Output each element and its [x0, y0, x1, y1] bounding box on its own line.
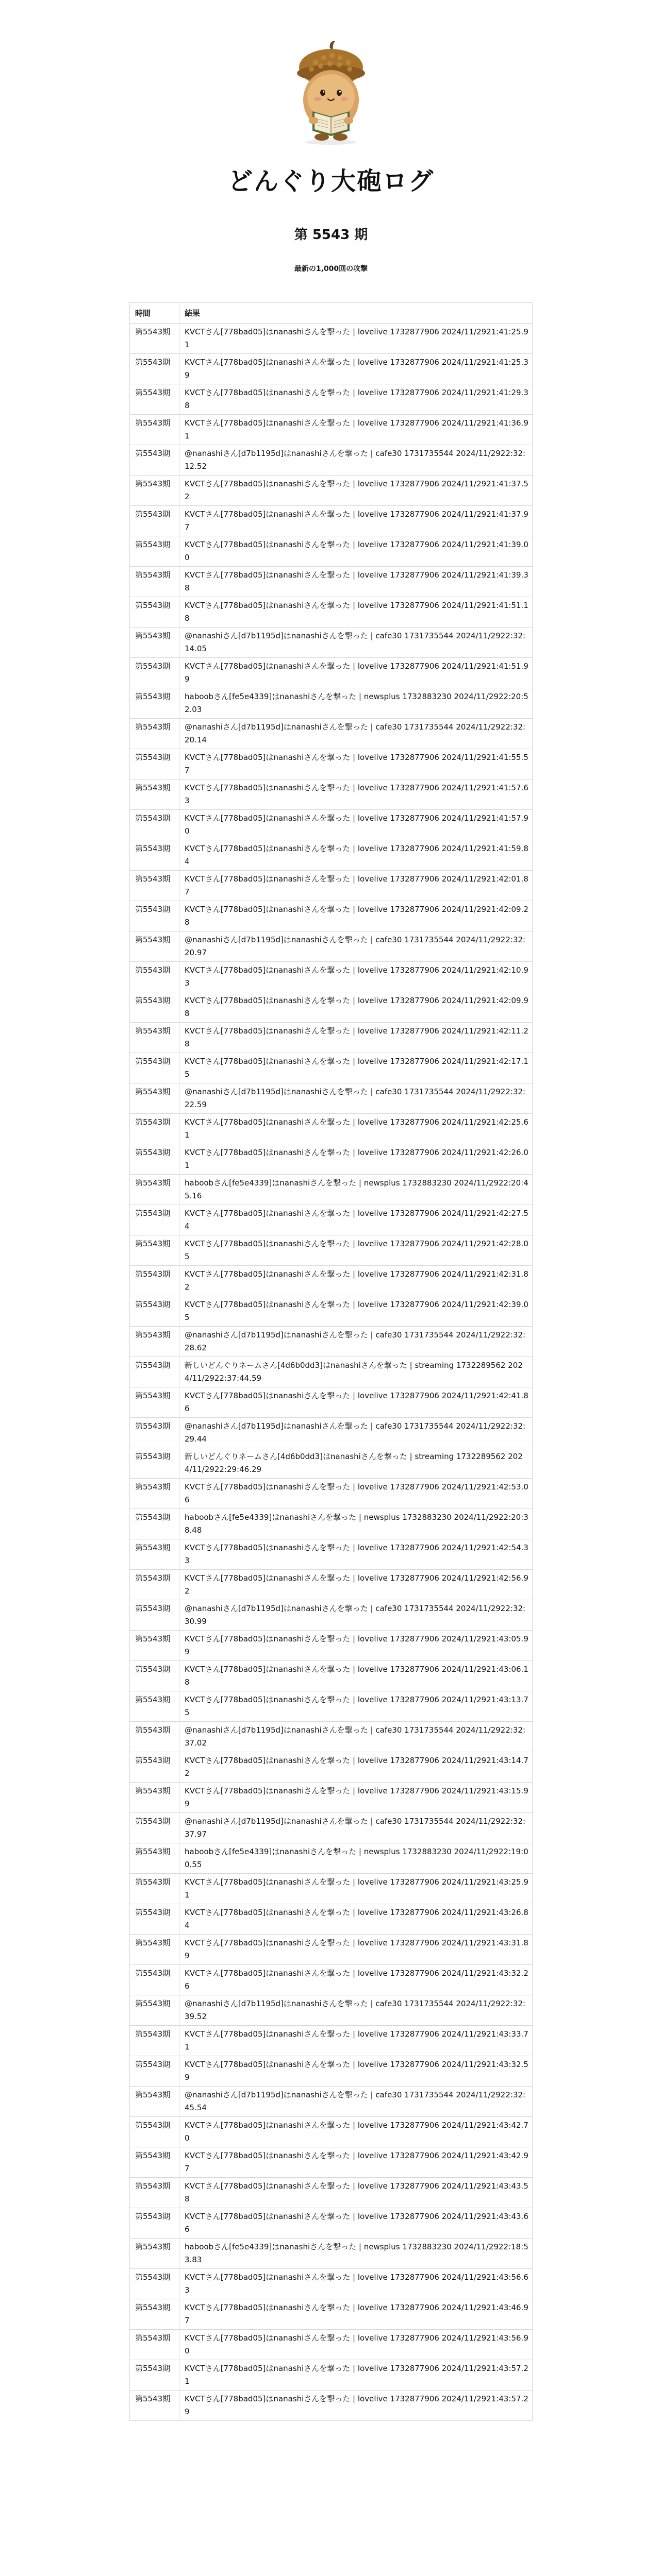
row-term-cell: 第5543期: [130, 2147, 179, 2177]
table-row: [130, 1113, 533, 1144]
table-row: [130, 1509, 533, 1539]
table-row: [130, 2208, 533, 2238]
log-table: [129, 302, 533, 2421]
row-term-cell: 第5543期: [130, 2329, 179, 2360]
row-term-cell: 第5543期: [130, 1873, 179, 1904]
row-result-cell: KVCTさん[778bad05]はnanashiさんを撃った | lovelive 1732877906 2024/11/2921:42:10.93: [179, 961, 533, 992]
row-term-cell: 第5543期: [130, 1934, 179, 1964]
row-term-cell: 第5543期: [130, 1904, 179, 1934]
row-result-cell: KVCTさん[778bad05]はnanashiさんを撃った | lovelive 1732877906 2024/11/2921:43:05.99: [179, 1630, 533, 1660]
row-term-cell: 第5543期: [130, 1478, 179, 1509]
table-row: [130, 870, 533, 901]
row-result-cell: @nanashiさん[d7b1195d]はnanashiさんを撃った | cafe30 1731735544 2024/11/2922:32:22.59: [179, 1083, 533, 1113]
table-header-row: [130, 302, 533, 323]
row-term-cell: 第5543期: [130, 961, 179, 992]
row-result-cell: KVCTさん[778bad05]はnanashiさんを撃った | lovelive 1732877906 2024/11/2921:42:39.05: [179, 1296, 533, 1326]
row-term-cell: 第5543期: [130, 1387, 179, 1417]
page-subtitle: 最新の1,000回の攻撃: [294, 264, 368, 273]
table-row: [130, 1296, 533, 1326]
table-row: [130, 1083, 533, 1113]
table-row: [130, 2268, 533, 2299]
row-term-cell: 第5543期: [130, 931, 179, 961]
row-term-cell: 第5543期: [130, 1660, 179, 1691]
row-term-cell: 第5543期: [130, 840, 179, 870]
table-row: [130, 1235, 533, 1265]
table-row: [130, 1934, 533, 1964]
row-term-cell: 第5543期: [130, 1326, 179, 1357]
row-result-cell: KVCTさん[778bad05]はnanashiさんを撃った | lovelive 1732877906 2024/11/2921:41:37.97: [179, 505, 533, 536]
row-term-cell: 第5543期: [130, 901, 179, 931]
hero-header: [0, 0, 662, 274]
row-result-cell: @nanashiさん[d7b1195d]はnanashiさんを撃った | cafe30 1731735544 2024/11/2922:32:12.52: [179, 445, 533, 475]
row-term-cell: 第5543期: [130, 1083, 179, 1113]
table-row: [130, 1539, 533, 1569]
row-result-cell: @nanashiさん[d7b1195d]はnanashiさんを撃った | cafe30 1731735544 2024/11/2922:32:20.14: [179, 718, 533, 749]
row-term-cell: 第5543期: [130, 1235, 179, 1265]
table-row: [130, 1144, 533, 1174]
row-term-cell: 第5543期: [130, 2208, 179, 2238]
row-result-cell: haboobさん[fe5e4339]はnanashiさんを撃った | newsplus 1732883230 2024/11/2922:20:38.48: [179, 1509, 533, 1539]
table-row: [130, 1053, 533, 1083]
row-term-cell: 第5543期: [130, 1569, 179, 1600]
table-row: [130, 1448, 533, 1478]
row-term-cell: 第5543期: [130, 2238, 179, 2268]
table-row: [130, 2390, 533, 2420]
row-term-cell: 第5543期: [130, 2056, 179, 2086]
row-term-cell: 第5543期: [130, 505, 179, 536]
table-row: [130, 840, 533, 870]
table-row: [130, 657, 533, 688]
row-term-cell: 第5543期: [130, 749, 179, 779]
row-term-cell: 第5543期: [130, 2268, 179, 2299]
row-term-cell: 第5543期: [130, 384, 179, 414]
row-result-cell: KVCTさん[778bad05]はnanashiさんを撃った | lovelive 1732877906 2024/11/2921:43:57.29: [179, 2390, 533, 2420]
row-result-cell: KVCTさん[778bad05]はnanashiさんを撃った | lovelive 1732877906 2024/11/2921:43:31.89: [179, 1934, 533, 1964]
row-result-cell: KVCTさん[778bad05]はnanashiさんを撃った | lovelive 1732877906 2024/11/2921:43:42.97: [179, 2147, 533, 2177]
row-result-cell: KVCTさん[778bad05]はnanashiさんを撃った | lovelive 1732877906 2024/11/2921:42:09.28: [179, 901, 533, 931]
table-row: [130, 2116, 533, 2147]
table-row: [130, 566, 533, 597]
row-result-cell: KVCTさん[778bad05]はnanashiさんを撃った | lovelive 1732877906 2024/11/2921:41:37.52: [179, 475, 533, 505]
row-term-cell: 第5543期: [130, 627, 179, 657]
table-row: [130, 1174, 533, 1205]
row-result-cell: KVCTさん[778bad05]はnanashiさんを撃った | lovelive 1732877906 2024/11/2921:43:14.72: [179, 1752, 533, 1782]
table-row: [130, 1812, 533, 1843]
row-term-cell: 第5543期: [130, 779, 179, 809]
row-result-cell: @nanashiさん[d7b1195d]はnanashiさんを撃った | cafe30 1731735544 2024/11/2922:32:39.52: [179, 1995, 533, 2025]
row-term-cell: 第5543期: [130, 1630, 179, 1660]
row-term-cell: 第5543期: [130, 445, 179, 475]
table-row: [130, 1205, 533, 1235]
table-row: [130, 2056, 533, 2086]
row-term-cell: 第5543期: [130, 809, 179, 840]
table-row: [130, 505, 533, 536]
row-term-cell: 第5543期: [130, 353, 179, 384]
row-result-cell: KVCTさん[778bad05]はnanashiさんを撃った | lovelive 1732877906 2024/11/2921:43:57.21: [179, 2360, 533, 2390]
table-row: [130, 1357, 533, 1387]
table-row: [130, 414, 533, 445]
row-result-cell: KVCTさん[778bad05]はnanashiさんを撃った | lovelive 1732877906 2024/11/2921:42:11.28: [179, 1022, 533, 1053]
row-result-cell: KVCTさん[778bad05]はnanashiさんを撃った | lovelive 1732877906 2024/11/2921:41:39.38: [179, 566, 533, 597]
row-result-cell: KVCTさん[778bad05]はnanashiさんを撃った | lovelive 1732877906 2024/11/2921:41:25.39: [179, 353, 533, 384]
row-term-cell: 第5543期: [130, 1053, 179, 1083]
log-table-container: [129, 302, 533, 2421]
row-term-cell: 第5543期: [130, 323, 179, 353]
row-term-cell: 第5543期: [130, 870, 179, 901]
table-row: [130, 627, 533, 657]
row-result-cell: KVCTさん[778bad05]はnanashiさんを撃った | lovelive 1732877906 2024/11/2921:41:51.18: [179, 597, 533, 627]
row-term-cell: 第5543期: [130, 1296, 179, 1326]
table-row: [130, 992, 533, 1022]
row-result-cell: KVCTさん[778bad05]はnanashiさんを撃った | lovelive 1732877906 2024/11/2921:41:59.84: [179, 840, 533, 870]
row-term-cell: 第5543期: [130, 1539, 179, 1569]
row-result-cell: KVCTさん[778bad05]はnanashiさんを撃った | lovelive 1732877906 2024/11/2921:42:56.92: [179, 1569, 533, 1600]
row-term-cell: 第5543期: [130, 1448, 179, 1478]
row-result-cell: KVCTさん[778bad05]はnanashiさんを撃った | lovelive 1732877906 2024/11/2921:42:27.54: [179, 1205, 533, 1235]
row-result-cell: KVCTさん[778bad05]はnanashiさんを撃った | lovelive 1732877906 2024/11/2921:43:56.90: [179, 2329, 533, 2360]
table-row: [130, 323, 533, 353]
row-term-cell: 第5543期: [130, 2390, 179, 2420]
row-result-cell: KVCTさん[778bad05]はnanashiさんを撃った | lovelive 1732877906 2024/11/2921:41:57.90: [179, 809, 533, 840]
table-row: [130, 1873, 533, 1904]
table-row: [130, 1265, 533, 1296]
row-result-cell: haboobさん[fe5e4339]はnanashiさんを撃った | newsplus 1732883230 2024/11/2922:19:00.55: [179, 1843, 533, 1873]
row-result-cell: KVCTさん[778bad05]はnanashiさんを撃った | lovelive 1732877906 2024/11/2921:43:25.91: [179, 1873, 533, 1904]
row-term-cell: 第5543期: [130, 1782, 179, 1812]
table-row: [130, 1721, 533, 1752]
table-row: [130, 1843, 533, 1873]
table-row: [130, 2360, 533, 2390]
row-term-cell: 第5543期: [130, 1417, 179, 1448]
row-term-cell: 第5543期: [130, 2299, 179, 2329]
row-result-cell: KVCTさん[778bad05]はnanashiさんを撃った | lovelive 1732877906 2024/11/2921:43:46.97: [179, 2299, 533, 2329]
page-title: どんぐり大砲ログ: [227, 167, 434, 196]
table-row: [130, 1630, 533, 1660]
row-result-cell: KVCTさん[778bad05]はnanashiさんを撃った | lovelive 1732877906 2024/11/2921:43:42.70: [179, 2116, 533, 2147]
row-term-cell: 第5543期: [130, 1357, 179, 1387]
table-row: [130, 353, 533, 384]
row-term-cell: 第5543期: [130, 2086, 179, 2116]
acorn-mascot-icon: [279, 39, 383, 147]
row-result-cell: @nanashiさん[d7b1195d]はnanashiさんを撃った | cafe30 1731735544 2024/11/2922:32:14.05: [179, 627, 533, 657]
row-result-cell: KVCTさん[778bad05]はnanashiさんを撃った | lovelive 1732877906 2024/11/2921:41:55.57: [179, 749, 533, 779]
row-term-cell: 第5543期: [130, 2360, 179, 2390]
row-result-cell: KVCTさん[778bad05]はnanashiさんを撃った | lovelive 1732877906 2024/11/2921:42:09.98: [179, 992, 533, 1022]
column-header-time: 時間: [130, 302, 179, 323]
row-term-cell: 第5543期: [130, 1174, 179, 1205]
row-term-cell: 第5543期: [130, 475, 179, 505]
row-result-cell: KVCTさん[778bad05]はnanashiさんを撃った | lovelive 1732877906 2024/11/2921:43:26.84: [179, 1904, 533, 1934]
row-term-cell: 第5543期: [130, 1113, 179, 1144]
row-result-cell: @nanashiさん[d7b1195d]はnanashiさんを撃った | cafe30 1731735544 2024/11/2922:32:45.54: [179, 2086, 533, 2116]
row-result-cell: @nanashiさん[d7b1195d]はnanashiさんを撃った | cafe30 1731735544 2024/11/2922:32:28.62: [179, 1326, 533, 1357]
row-result-cell: @nanashiさん[d7b1195d]はnanashiさんを撃った | cafe30 1731735544 2024/11/2922:32:20.97: [179, 931, 533, 961]
table-row: [130, 1752, 533, 1782]
row-term-cell: 第5543期: [130, 1022, 179, 1053]
row-result-cell: haboobさん[fe5e4339]はnanashiさんを撃った | newsplus 1732883230 2024/11/2922:18:53.83: [179, 2238, 533, 2268]
table-row: [130, 901, 533, 931]
row-result-cell: KVCTさん[778bad05]はnanashiさんを撃った | lovelive 1732877906 2024/11/2921:42:41.86: [179, 1387, 533, 1417]
table-row: [130, 1904, 533, 1934]
table-row: [130, 536, 533, 566]
table-row: [130, 1964, 533, 1995]
row-result-cell: @nanashiさん[d7b1195d]はnanashiさんを撃った | cafe30 1731735544 2024/11/2922:32:37.97: [179, 1812, 533, 1843]
row-result-cell: 新しいどんぐりネームさん[4d6b0dd3]はnanashiさんを撃った | streaming 1732289562 2024/11/2922:29:46.29: [179, 1448, 533, 1478]
row-result-cell: KVCTさん[778bad05]はnanashiさんを撃った | lovelive 1732877906 2024/11/2921:42:25.61: [179, 1113, 533, 1144]
row-result-cell: KVCTさん[778bad05]はnanashiさんを撃った | lovelive 1732877906 2024/11/2921:41:25.91: [179, 323, 533, 353]
row-result-cell: 新しいどんぐりネームさん[4d6b0dd3]はnanashiさんを撃った | streaming 1732289562 2024/11/2922:37:44.59: [179, 1357, 533, 1387]
table-row: [130, 718, 533, 749]
row-result-cell: KVCTさん[778bad05]はnanashiさんを撃った | lovelive 1732877906 2024/11/2921:42:53.06: [179, 1478, 533, 1509]
row-result-cell: KVCTさん[778bad05]はnanashiさんを撃った | lovelive 1732877906 2024/11/2921:43:43.58: [179, 2177, 533, 2208]
table-row: [130, 931, 533, 961]
row-term-cell: 第5543期: [130, 1843, 179, 1873]
table-row: [130, 2025, 533, 2056]
row-term-cell: 第5543期: [130, 1144, 179, 1174]
table-row: [130, 1691, 533, 1721]
table-row: [130, 1995, 533, 2025]
row-result-cell: KVCTさん[778bad05]はnanashiさんを撃った | lovelive 1732877906 2024/11/2921:42:54.33: [179, 1539, 533, 1569]
row-result-cell: KVCTさん[778bad05]はnanashiさんを撃った | lovelive 1732877906 2024/11/2921:42:26.01: [179, 1144, 533, 1174]
row-term-cell: 第5543期: [130, 1205, 179, 1235]
row-result-cell: KVCTさん[778bad05]はnanashiさんを撃った | lovelive 1732877906 2024/11/2921:41:51.99: [179, 657, 533, 688]
row-result-cell: @nanashiさん[d7b1195d]はnanashiさんを撃った | cafe30 1731735544 2024/11/2922:32:30.99: [179, 1600, 533, 1630]
row-result-cell: KVCTさん[778bad05]はnanashiさんを撃った | lovelive 1732877906 2024/11/2921:42:31.82: [179, 1265, 533, 1296]
table-row: [130, 2147, 533, 2177]
row-term-cell: 第5543期: [130, 566, 179, 597]
table-row: [130, 779, 533, 809]
row-result-cell: KVCTさん[778bad05]はnanashiさんを撃った | lovelive 1732877906 2024/11/2921:43:13.75: [179, 1691, 533, 1721]
row-term-cell: 第5543期: [130, 2177, 179, 2208]
row-term-cell: 第5543期: [130, 1265, 179, 1296]
term-title: 第 5543 期: [294, 227, 368, 243]
row-result-cell: KVCTさん[778bad05]はnanashiさんを撃った | lovelive 1732877906 2024/11/2921:43:32.26: [179, 1964, 533, 1995]
row-term-cell: 第5543期: [130, 2025, 179, 2056]
log-table-header: [130, 302, 533, 323]
column-header-result: 結果: [179, 302, 533, 323]
table-row: [130, 1600, 533, 1630]
table-row: [130, 2299, 533, 2329]
table-row: [130, 1387, 533, 1417]
row-result-cell: KVCTさん[778bad05]はnanashiさんを撃った | lovelive 1732877906 2024/11/2921:43:43.66: [179, 2208, 533, 2238]
row-term-cell: 第5543期: [130, 1964, 179, 1995]
row-term-cell: 第5543期: [130, 718, 179, 749]
table-row: [130, 475, 533, 505]
row-result-cell: haboobさん[fe5e4339]はnanashiさんを撃った | newsplus 1732883230 2024/11/2922:20:52.03: [179, 688, 533, 718]
row-term-cell: 第5543期: [130, 536, 179, 566]
row-result-cell: KVCTさん[778bad05]はnanashiさんを撃った | lovelive 1732877906 2024/11/2921:41:57.63: [179, 779, 533, 809]
table-row: [130, 597, 533, 627]
table-row: [130, 961, 533, 992]
row-result-cell: KVCTさん[778bad05]はnanashiさんを撃った | lovelive 1732877906 2024/11/2921:42:28.05: [179, 1235, 533, 1265]
row-result-cell: KVCTさん[778bad05]はnanashiさんを撃った | lovelive 1732877906 2024/11/2921:43:06.18: [179, 1660, 533, 1691]
row-term-cell: 第5543期: [130, 688, 179, 718]
row-term-cell: 第5543期: [130, 657, 179, 688]
table-row: [130, 688, 533, 718]
row-result-cell: KVCTさん[778bad05]はnanashiさんを撃った | lovelive 1732877906 2024/11/2921:41:39.00: [179, 536, 533, 566]
row-term-cell: 第5543期: [130, 1995, 179, 2025]
row-term-cell: 第5543期: [130, 1752, 179, 1782]
table-row: [130, 2329, 533, 2360]
row-term-cell: 第5543期: [130, 414, 179, 445]
table-row: [130, 1569, 533, 1600]
row-result-cell: KVCTさん[778bad05]はnanashiさんを撃った | lovelive 1732877906 2024/11/2921:41:29.38: [179, 384, 533, 414]
row-term-cell: 第5543期: [130, 1691, 179, 1721]
table-row: [130, 1417, 533, 1448]
table-row: [130, 1478, 533, 1509]
row-result-cell: KVCTさん[778bad05]はnanashiさんを撃った | lovelive 1732877906 2024/11/2921:41:36.91: [179, 414, 533, 445]
row-term-cell: 第5543期: [130, 2116, 179, 2147]
row-term-cell: 第5543期: [130, 597, 179, 627]
table-row: [130, 2238, 533, 2268]
row-result-cell: KVCTさん[778bad05]はnanashiさんを撃った | lovelive 1732877906 2024/11/2921:42:01.87: [179, 870, 533, 901]
row-result-cell: KVCTさん[778bad05]はnanashiさんを撃った | lovelive 1732877906 2024/11/2921:43:56.63: [179, 2268, 533, 2299]
row-result-cell: @nanashiさん[d7b1195d]はnanashiさんを撃った | cafe30 1731735544 2024/11/2922:32:29.44: [179, 1417, 533, 1448]
table-row: [130, 1660, 533, 1691]
row-result-cell: haboobさん[fe5e4339]はnanashiさんを撃った | newsplus 1732883230 2024/11/2922:20:45.16: [179, 1174, 533, 1205]
log-table-body: [130, 323, 533, 2420]
table-row: [130, 384, 533, 414]
row-term-cell: 第5543期: [130, 992, 179, 1022]
table-row: [130, 749, 533, 779]
row-result-cell: @nanashiさん[d7b1195d]はnanashiさんを撃った | cafe30 1731735544 2024/11/2922:32:37.02: [179, 1721, 533, 1752]
row-term-cell: 第5543期: [130, 1600, 179, 1630]
table-row: [130, 1326, 533, 1357]
table-row: [130, 2177, 533, 2208]
row-term-cell: 第5543期: [130, 1812, 179, 1843]
table-row: [130, 1022, 533, 1053]
table-row: [130, 445, 533, 475]
table-row: [130, 2086, 533, 2116]
row-term-cell: 第5543期: [130, 1509, 179, 1539]
table-row: [130, 809, 533, 840]
table-row: [130, 1782, 533, 1812]
row-result-cell: KVCTさん[778bad05]はnanashiさんを撃った | lovelive 1732877906 2024/11/2921:43:15.99: [179, 1782, 533, 1812]
row-result-cell: KVCTさん[778bad05]はnanashiさんを撃った | lovelive 1732877906 2024/11/2921:43:33.71: [179, 2025, 533, 2056]
row-result-cell: KVCTさん[778bad05]はnanashiさんを撃った | lovelive 1732877906 2024/11/2921:42:17.15: [179, 1053, 533, 1083]
row-term-cell: 第5543期: [130, 1721, 179, 1752]
row-result-cell: KVCTさん[778bad05]はnanashiさんを撃った | lovelive 1732877906 2024/11/2921:43:32.59: [179, 2056, 533, 2086]
